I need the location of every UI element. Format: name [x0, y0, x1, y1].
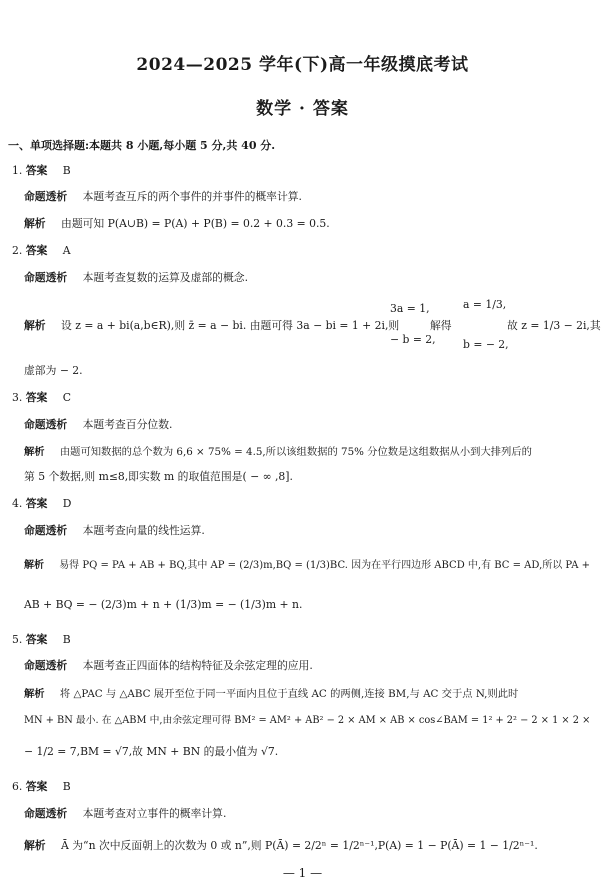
q5-analysis-line [24, 658, 313, 673]
answer-label: 答案 [25, 780, 48, 793]
q6-answer: B [62, 780, 71, 793]
q1-answer: B [62, 164, 71, 177]
q6-analysis-line [24, 806, 226, 821]
q6-analysis: 本题考查对立事件的概率计算. [82, 807, 227, 820]
page-title: 2024—2025 学年(下)高一年级摸底考试 [136, 55, 469, 75]
q2-solution-part2: 故 z = 1/3 − 2i,其 [507, 319, 601, 332]
q2-system1-line1: 3a = 1, [390, 302, 430, 315]
answer-label: 答案 [25, 164, 48, 177]
q4-answer: D [62, 497, 72, 510]
q4-analysis: 本题考查向量的线性运算. [82, 524, 205, 537]
q2-answer: A [62, 244, 71, 257]
q4-number: 4. [12, 497, 23, 510]
q3-answer: C [62, 391, 72, 404]
q2-system2-line2: b = − 2, [463, 338, 509, 351]
page-subtitle: 数学 · 答案 [256, 99, 349, 119]
q2-analysis: 本题考查复数的运算及虚部的概念. [82, 271, 249, 284]
q1-answer-line [12, 163, 71, 178]
analysis-label: 命题透析 [24, 271, 68, 284]
q6-answer-line [12, 779, 71, 794]
q3-analysis: 本题考查百分位数. [82, 418, 173, 431]
answer-label: 答案 [25, 633, 48, 646]
q3-analysis-line [24, 417, 172, 432]
analysis-label: 命题透析 [24, 807, 68, 820]
q2-solve-word: 解得 [430, 319, 452, 332]
q4-analysis-line [24, 523, 205, 538]
q2-answer-line [12, 243, 71, 258]
q4-answer-line [12, 496, 71, 511]
q5-answer: B [62, 633, 71, 646]
q2-analysis-line [24, 270, 248, 285]
q3-answer-line [12, 390, 71, 405]
analysis-label: 命题透析 [24, 524, 68, 537]
q1-analysis: 本题考查互斥的两个事件的并事件的概率计算. [82, 190, 302, 203]
q5-solution-part2: MN + BN 最小. 在 △ABM 中,由余弦定理可得 BM² = AM² + AB² − 2 × AM × AB × cos∠BAM = 1² + 2² − 2 × 1 × 2 × [24, 715, 591, 726]
q5-solution-line [24, 685, 518, 700]
q1-solution-line [24, 216, 330, 231]
q2-solution-part3: 虚部为 − 2. [24, 364, 83, 377]
q6-number: 6. [12, 780, 23, 793]
q2-solution-part1: 设 z = a + bi(a,b∈R),则 z̄ = a − bi. 由题可得 3a − bi = 1 + 2i,则 [61, 319, 400, 332]
q3-solution-part2: 第 5 个数据,则 m≤8,即实数 m 的取值范围是( − ∞ ,8]. [24, 470, 293, 483]
page-number: — 1 — [282, 866, 323, 880]
answer-label: 答案 [25, 244, 48, 257]
q1-analysis-line [24, 189, 302, 204]
q5-solution-part1: 将 △PAC 与 △ABC 展开至位于同一平面内且位于直线 AC 的两侧,连接 BM,与 AC 交于点 N,则此时 [59, 688, 519, 700]
q3-number: 3. [12, 391, 23, 404]
solution-label: 解析 [24, 688, 45, 700]
q5-analysis: 本题考查正四面体的结构特征及余弦定理的应用. [82, 659, 313, 672]
q3-solution-part1: 由题可知数据的总个数为 6,6 × 75% = 4.5,所以该组数据的 75% 分位数是这组数据从小到大排列后的 [59, 446, 532, 458]
analysis-label: 命题透析 [24, 190, 68, 203]
solution-label: 解析 [24, 839, 46, 852]
q3-solution-line [24, 443, 532, 458]
answer-label: 答案 [25, 497, 48, 510]
solution-label: 解析 [24, 560, 44, 571]
solution-label: 解析 [24, 319, 46, 332]
q4-solution-line [24, 556, 590, 571]
q2-number: 2. [12, 244, 23, 257]
q2-system1-line2: − b = 2, [390, 333, 436, 346]
answer-label: 答案 [25, 391, 48, 404]
q6-solution: Ā 为“n 次中反面朝上的次数为 0 或 n”,则 P(Ā) = 2/2ⁿ = 1/2ⁿ⁻¹,P(A) = 1 − P(Ā) = 1 − 1/2ⁿ⁻¹. [61, 839, 538, 852]
solution-label: 解析 [24, 446, 45, 458]
analysis-label: 命题透析 [24, 418, 68, 431]
solution-label: 解析 [24, 217, 46, 230]
analysis-label: 命题透析 [24, 659, 68, 672]
q1-solution: 由题可知 P(A∪B) = P(A) + P(B) = 0.2 + 0.3 = 0.5. [61, 217, 330, 230]
q6-solution-line [24, 838, 538, 853]
q1-number: 1. [12, 164, 23, 177]
q2-system2-line1: a = 1/3, [463, 298, 507, 311]
q2-solution-line [24, 318, 399, 333]
q5-answer-line [12, 632, 71, 647]
q5-solution-part3: − 1/2 = 7,BM = √7,故 MN + BN 的最小值为 √7. [24, 745, 279, 758]
q4-solution-part2: AB + BQ = − (2/3)m + n + (1/3)m = − (1/3)m + n. [24, 598, 303, 611]
section-heading: 一、单项选择题:本题共 8 小题,每小题 5 分,共 40 分. [8, 139, 276, 152]
q5-number: 5. [12, 633, 23, 646]
q4-solution-part1: 易得 PQ = PA + AB + BQ,其中 AP = (2/3)m,BQ = (1/3)BC. 因为在平行四边形 ABCD 中,有 BC = AD,所以 PA + [59, 560, 591, 571]
